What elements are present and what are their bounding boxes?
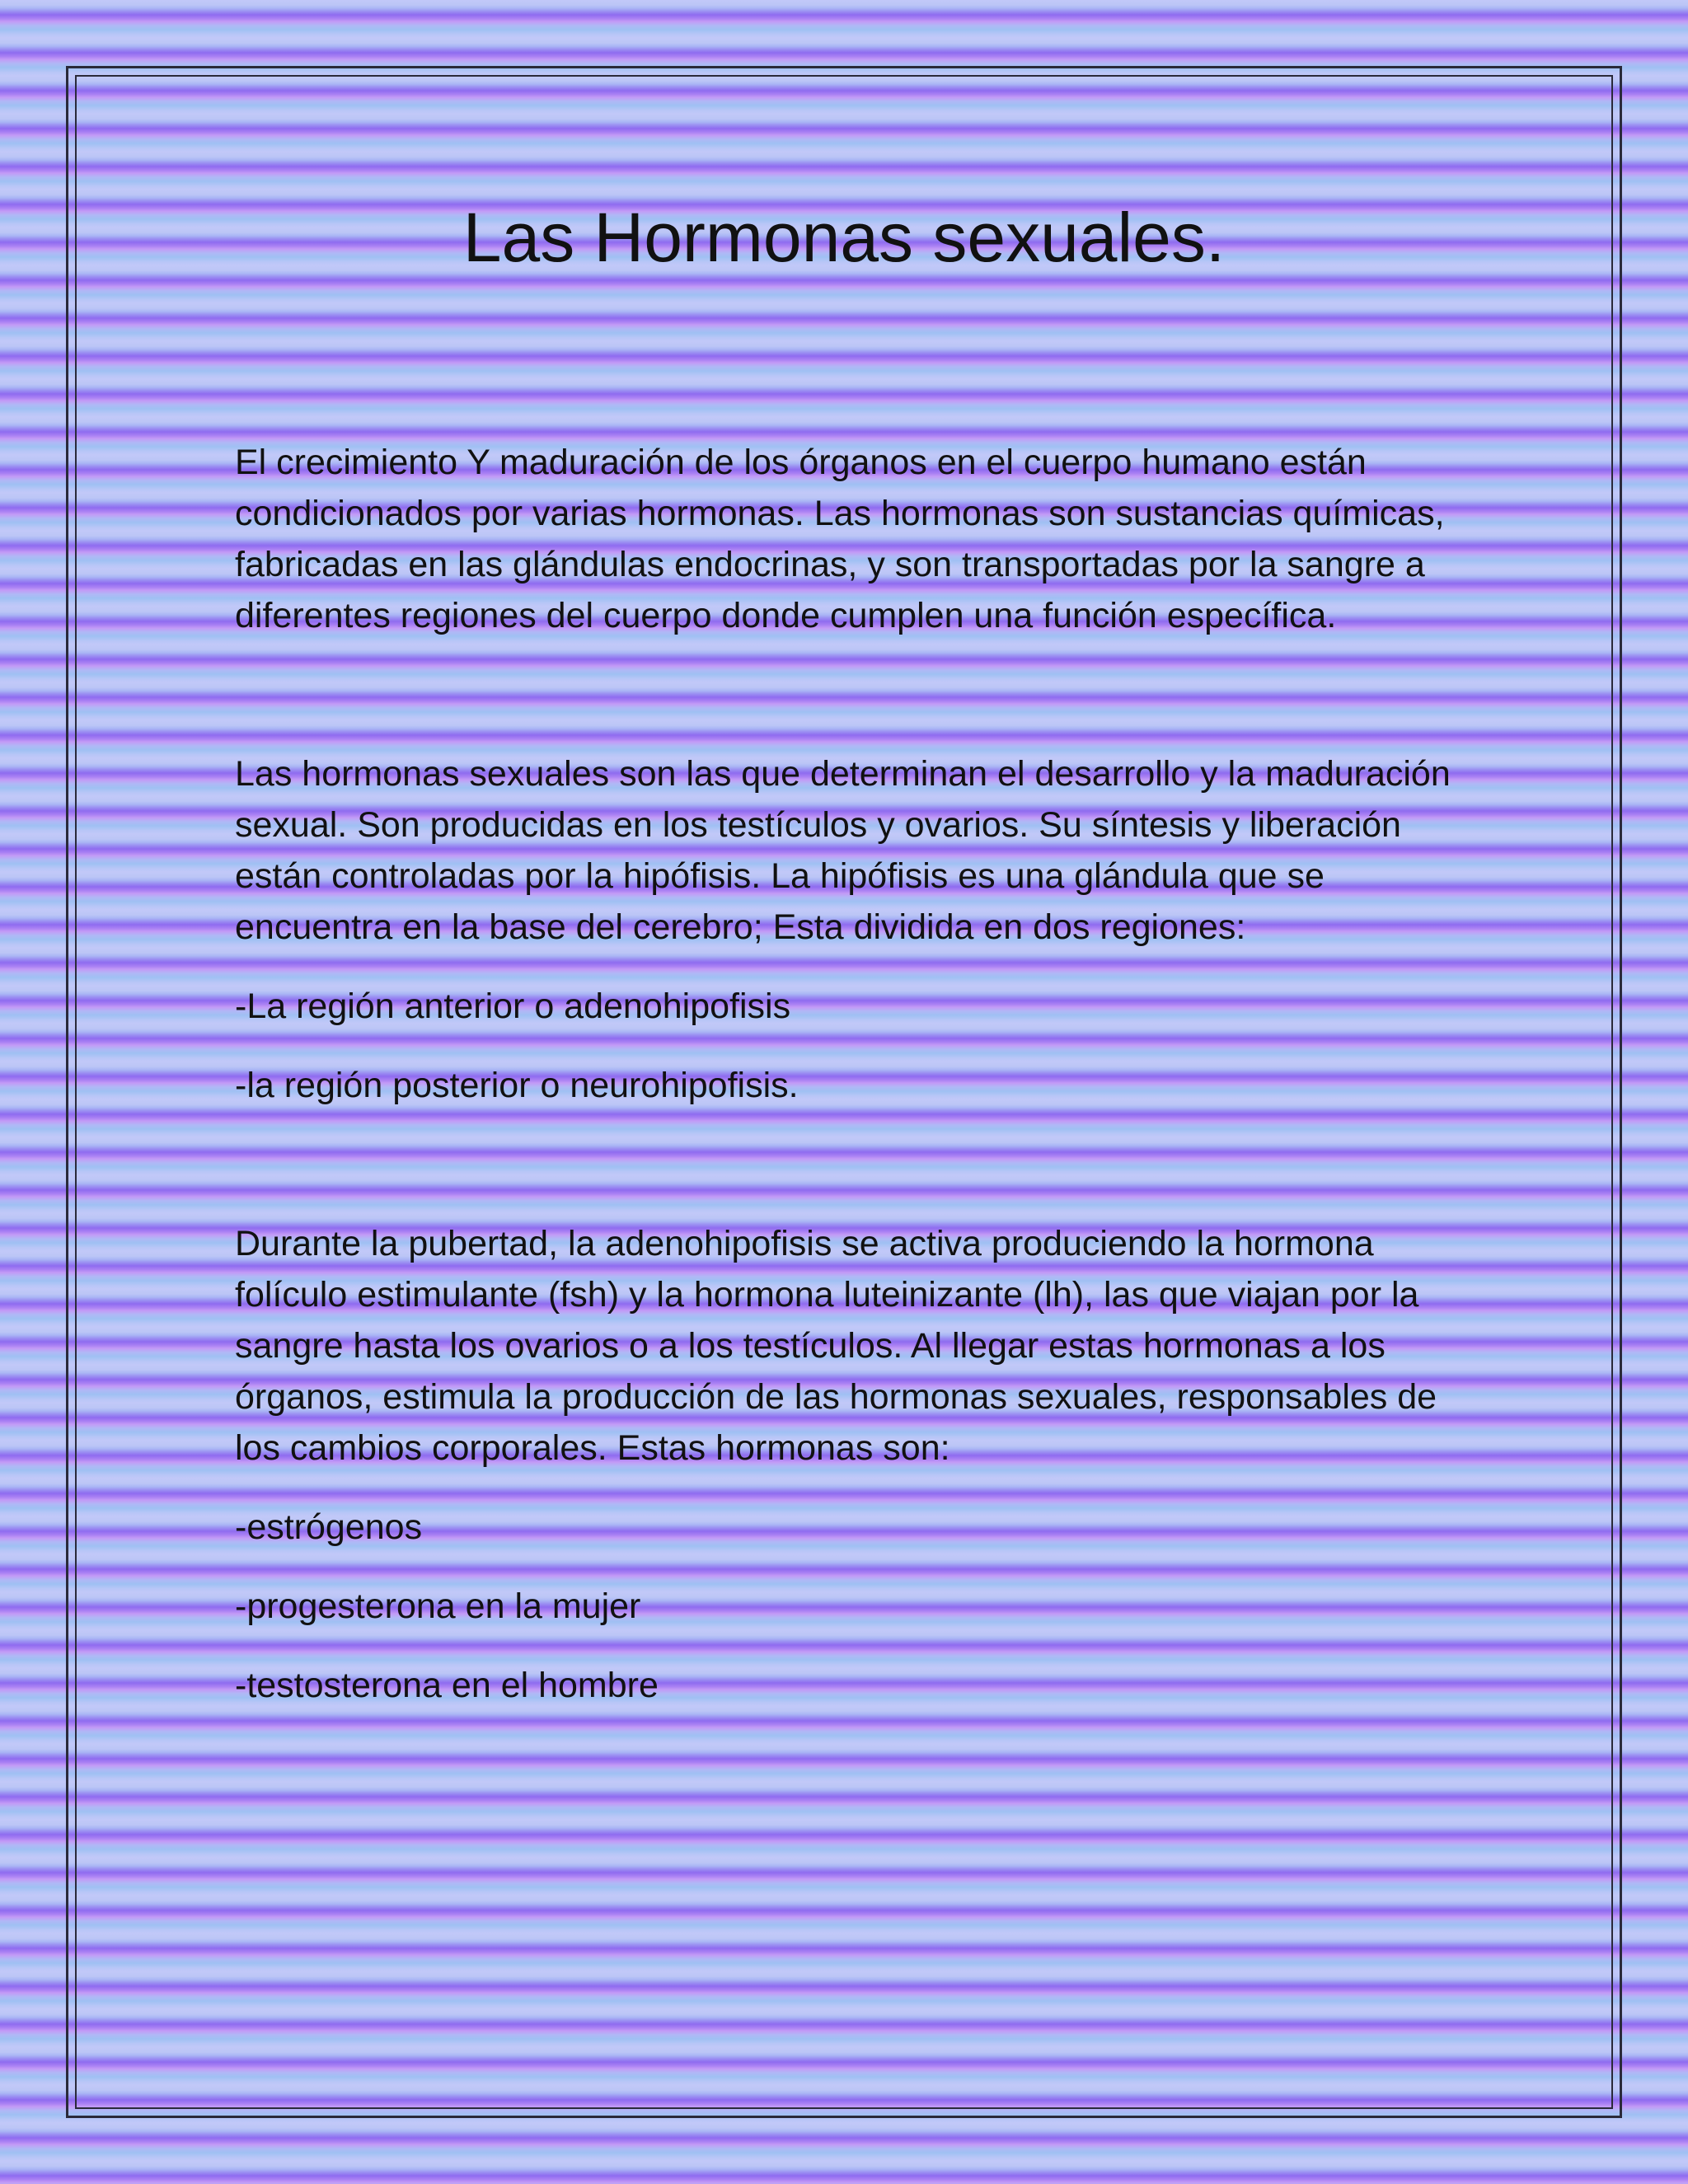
paragraph-intro: El crecimiento Y maduración de los órganos en el cuerpo humano están condicionados por varias hormonas. Las hormonas son sustancias químicas, fabricadas en las glándulas endocrinas, y son transportadas por la sangre a diferentes regiones del cuerpo donde cumplen una función específica. [235,443,1445,635]
paragraph-sex-hormones: Las hormonas sexuales son las que determinan el desarrollo y la maduración sexual. Son producidas en los testículos y ovarios. Su síntesis y liberación están controladas por la hipófisis. La hipófisis es una glándula que se encuentra en la base del cerebro; Esta dividida en dos regiones: [235,754,1451,947]
list-item-region: -la región posterior o neurohipofisis. [235,1066,799,1105]
paragraph-puberty: Durante la pubertad, la adenohipofisis se activa produciendo la hormona folículo estimulante (fsh) y la hormona luteinizante (lh), las que viajan por la sangre hasta los ovarios o a los testículos. Al llegar estas hormonas a los órganos, estimula la producción de las hormonas sexuales, responsables de los cambios corporales. Estas hormonas son: [235,1224,1437,1468]
page-title: Las Hormonas sexuales. [462,199,1226,276]
list-item-hormone: -progesterona en la mujer [235,1586,641,1626]
list-item-region: -La región anterior o adenohipofisis [235,987,791,1026]
list-item-hormone: -testosterona en el hombre [235,1666,659,1705]
document-body [235,437,1488,1711]
list-item-hormone: -estrógenos [235,1507,423,1547]
